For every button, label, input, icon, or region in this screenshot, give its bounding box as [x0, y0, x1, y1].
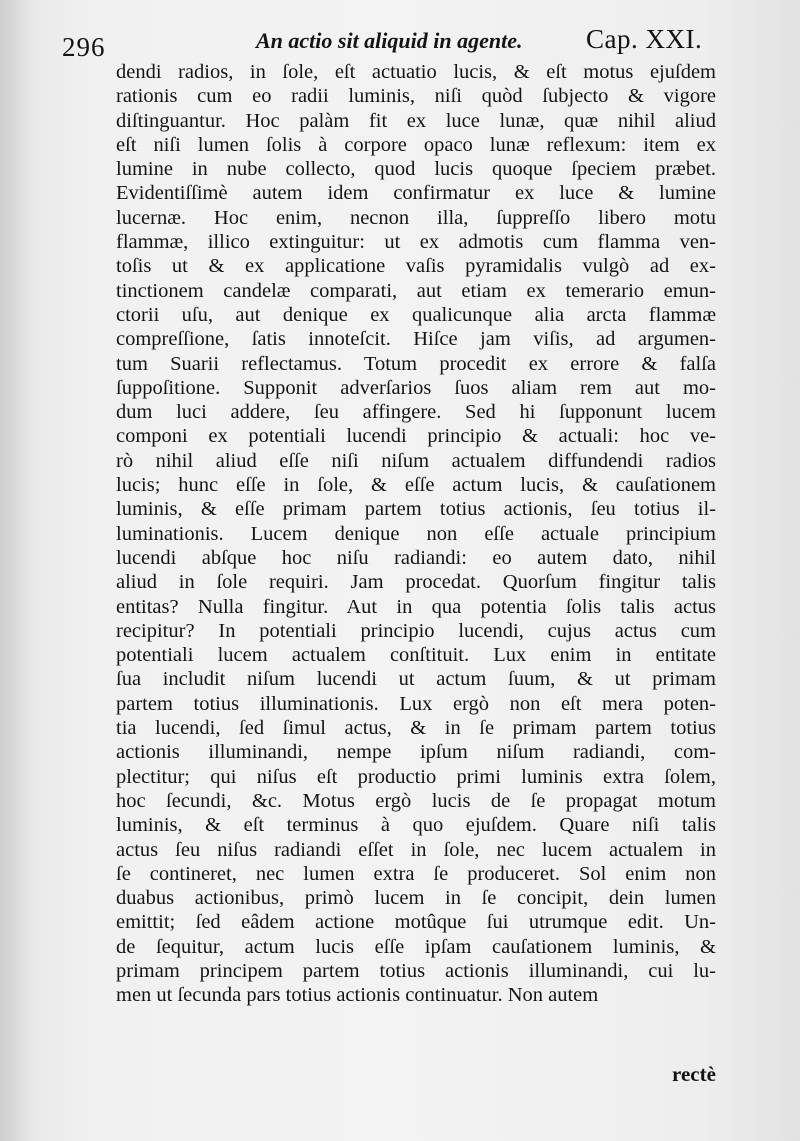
text-line: men ut ſecunda pars totius actionis continuatur. Non autem [116, 984, 599, 1007]
text-line: compreſſione, ſatis innoteſcit. Hiſce jam viſis, ad argumen- [116, 328, 716, 351]
text-line: ſuppoſitione. Supponit adverſarios ſuos aliam rem aut mo- [116, 376, 716, 399]
text-line: dendi radios, in ſole, eſt actuatio lucis, & eſt motus ejuſdem [116, 61, 716, 83]
text-line: luminis, & eſſe primam partem totius actionis, ſeu totius il- [116, 498, 716, 521]
text-line: partem totius illuminationis. Lux ergò non eſt mera poten- [116, 692, 716, 715]
text-line: diſtinguantur. Hoc palàm fit ex luce lunæ, quæ nihil aliud [116, 109, 716, 132]
text-line: potentiali lucem actualem conſtituit. Lux enim in entitate [116, 644, 716, 667]
text-line: dum luci addere, ſeu affingere. Sed hi ſupponunt lucem [116, 401, 716, 424]
text-line: eſt niſi lumen ſolis à corpore opaco lunæ reflexum: item ex [116, 133, 716, 156]
text-line: plectitur; qui niſus eſt productio primi luminis extra ſolem, [116, 765, 716, 788]
text-line: primam principem partem totius actionis illuminandi, cui lu- [116, 959, 716, 982]
text-line: de ſequitur, actum lucis eſſe ipſam cauſationem luminis, & [116, 935, 716, 958]
text-line: rò nihil aliud eſſe niſi niſum actualem diffundendi radios [116, 449, 716, 472]
gutter-shadow [0, 0, 36, 1141]
text-line: lucendi abſque hoc niſu radiandi: eo autem dato, nihil [116, 546, 716, 569]
text-line: luminationis. Lucem denique non eſſe actuale principium [116, 522, 716, 545]
text-line: lumine in nube collecto, quod lucis quoque ſpeciem præbet. [116, 158, 716, 181]
text-line: recipitur? In potentiali principio lucendi, cujus actus cum [116, 619, 716, 642]
text-line: hoc ſecundi, &c. Motus ergò lucis de ſe propagat motum [116, 789, 716, 812]
text-line: duabus actionibus, primò lucem in ſe concipit, dein lumen [116, 887, 716, 910]
text-line: Evidentiſſimè autem idem confirmatur ex luce & lumine [116, 182, 716, 205]
catchword: rectè [672, 1062, 716, 1086]
text-line: ſe contineret, nec lumen extra ſe produceret. Sol enim non [116, 862, 716, 885]
text-line: componi ex potentiali lucendi principio & actuali: hoc ve- [116, 425, 716, 448]
page-number: 296 [62, 32, 106, 62]
text-line: rationis cum eo radii luminis, niſi quòd ſubjecto & vigore [116, 85, 716, 108]
text-line: actus ſeu niſus radiandi eſſet in ſole, nec lucem actualem in [116, 838, 716, 861]
text-line: tum Suarii reflectamus. Totum procedit ex errore & falſa [116, 352, 716, 375]
text-line: entitas? Nulla fingitur. Aut in qua potentia ſolis talis actus [116, 595, 716, 618]
text-line: luminis, & eſt terminus à quo ejuſdem. Quare niſi talis [116, 814, 716, 837]
text-line: ſua includit niſum lucendi ut actum ſuum, & ut primam [116, 668, 716, 691]
text-line: lucis; hunc eſſe in ſole, & eſſe actum lucis, & cauſationem [116, 474, 716, 497]
text-line: actionis illuminandi, nempe ipſum niſum radiandi, com- [116, 741, 716, 764]
text-line: toſis ut & ex applicatione vaſis pyramidalis vulgò ad ex- [116, 255, 716, 278]
text-line: emittit; ſed eâdem actione motûque ſui utrumque edit. Un- [116, 911, 716, 934]
text-line: tinctionem candelæ comparati, aut etiam ex temerario emun- [116, 279, 716, 302]
text-line: ctorii uſu, aut denique ex qualicunque alia arcta flammæ [116, 303, 716, 326]
text-line: flammæ, illico extinguitur: ut ex admotis cum flamma ven- [116, 231, 716, 254]
text-line: aliud in ſole requiri. Jam procedat. Quorſum fingitur talis [116, 571, 716, 594]
page-header [0, 18, 800, 62]
text-line: lucernæ. Hoc enim, necnon illa, ſuppreſſo libero motu [116, 206, 716, 229]
body-text [116, 60, 716, 1008]
running-title: An actio sit aliquid in agente. [256, 28, 523, 53]
text-line: tia lucendi, ſed ſimul actus, & in ſe primam partem totius [116, 717, 716, 740]
chapter-label: Cap. XXI. [586, 24, 703, 54]
